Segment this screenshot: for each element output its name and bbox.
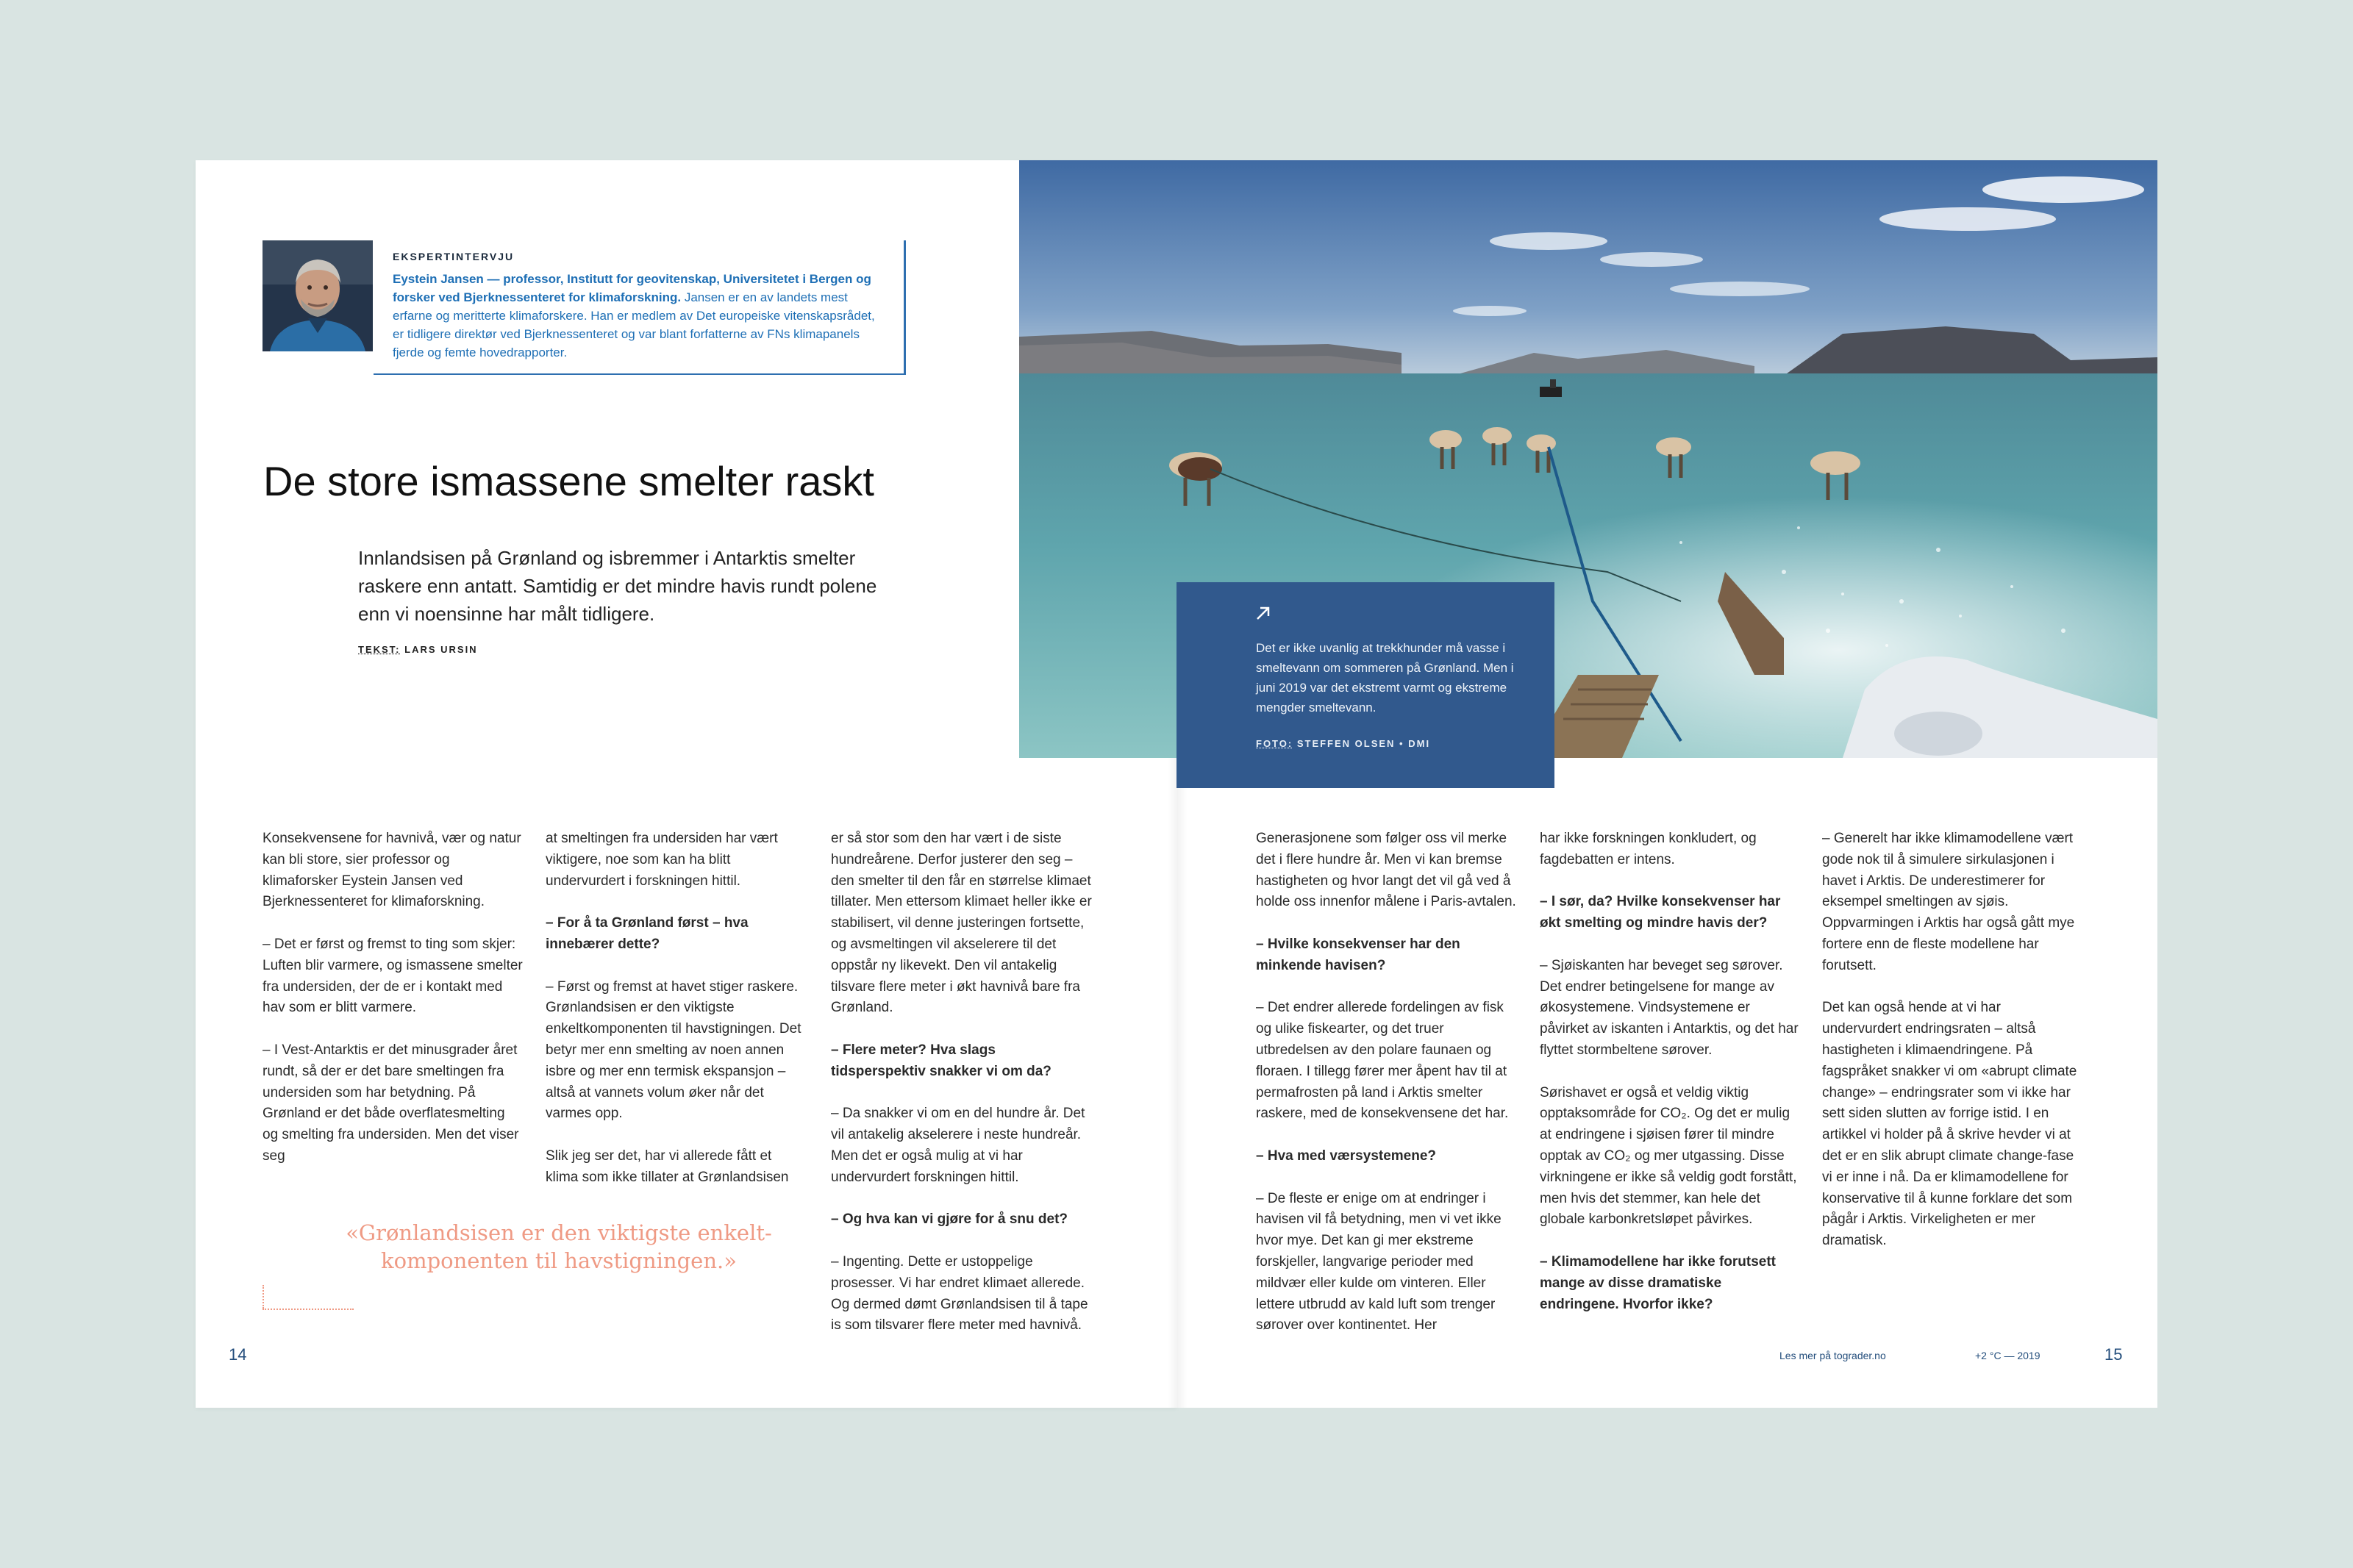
paragraph: Konsekvensene for havnivå, vær og natur kan bli store, sier professor og klimaforsker Eystein Jansen ved Bjerknessenteret for klimaforskning.	[263, 831, 521, 910]
expert-kicker: EKSPERTINTERVJU	[393, 251, 515, 262]
page-number-left: 14	[229, 1345, 247, 1364]
photo-credit	[1256, 738, 1525, 749]
body-column-3	[831, 828, 1092, 1336]
interview-question: – Flere meter? Hva slags tidsperspektiv snakker vi om da?	[831, 1042, 1051, 1079]
photo-caption-text: Det er ikke uvanlig at trekkhunder må vasse i smeltevann om sommeren på Grønland. Men i juni 2019 var det ekstremt varmt og ekstreme mengder smeltevann.	[1256, 641, 1514, 715]
article-title: De store ismassene smelter raskt	[263, 458, 874, 504]
paragraph: – Ingenting. Dette er ustoppelige prosesser. Vi har endret klimaet allerede. Og dermed dømt Grønlandsisen til å tape is som tilsvarer flere meter med havnivå.	[831, 1253, 1088, 1333]
pull-quote-rule-horizontal	[263, 1309, 354, 1310]
arrow-up-right-icon	[1254, 604, 1272, 622]
photo-caption-box	[1176, 582, 1554, 788]
interview-question: – Hva med værsystemene?	[1256, 1148, 1437, 1164]
expert-bio	[393, 270, 886, 362]
paragraph: – Sjøiskanten har beveget seg sørover. Det endrer betingelsene for mange av økosystemene. Vindsystemene er påvirket av iskanten i Antarktis, og det har flyttet stormbeltene sørover.	[1540, 957, 1799, 1058]
paragraph: – Generelt har ikke klimamodellene vært gode nok til å simulere sirkulasjonen i havet i Arktis. De underestimerer for eksempel smeltingen av sjøis. Oppvarmingen i Arktis har også gått mye fortere enn de fleste modellene har forutsett.	[1822, 831, 2075, 973]
body-column-5	[1540, 828, 1801, 1315]
pull-quote-line-2: komponenten til havstigningen.»	[381, 1248, 737, 1273]
paragraph: er så stor som den har vært i de siste hundreårene. Derfor justerer den seg – den smelter til den får en størrelse klimaet tillater. Men ettersom klimaet heller ikke er stabilisert, vil denne justeringen fortsette, og avsmeltingen vil akselerere til det oppstår ny likevekt. Den vil antakelig tilsvare flere meter i økt havnivå bare fra Grønland.	[831, 831, 1092, 1016]
photo-credit-label: FOTO:	[1256, 738, 1293, 749]
paragraph: – Det er først og fremst to ting som skjer: Luften blir varmere, og ismassene smelter fra undersiden, der de er i kontakt med hav som er blitt varmere.	[263, 936, 523, 1016]
paragraph: – De fleste er enige om at endringer i havisen vil få betydning, men vi vet ikke hvor mye. Det kan gi mer ekstreme forskjeller, langvarige perioder med mildvær eller kulde om vinteren. Eller lettere utbrudd av kald luft som trenger sørover over kontinentet. Her	[1256, 1190, 1502, 1333]
expert-info-box	[374, 240, 906, 375]
photo-credit-name: STEFFEN OLSEN • DMI	[1296, 738, 1431, 749]
pull-quote	[338, 1219, 779, 1275]
paragraph: – I Vest-Antarktis er det minusgrader året rundt, så der er det bare smeltingen fra undersiden som har betydning. På Grønland er det både overflatesmelting og smelting fra undersiden. Men det viser seg	[263, 1042, 519, 1164]
interview-question: – For å ta Grønland først – hva innebærer dette?	[546, 915, 749, 952]
footer-link[interactable]: Les mer på tograder.no	[1779, 1350, 1886, 1361]
paragraph: Slik jeg ser det, har vi allerede fått et klima som ikke tillater at Grønlandsisen	[546, 1148, 789, 1185]
article-ingress: Innlandsisen på Grønland og isbremmer i Antarktis smelter raskere enn antatt. Samtidig er det mindre havis rundt polene enn vi noensinne har målt tidligere.	[358, 547, 877, 625]
expert-bio-text: Jansen er en av landets mest erfarne og meritterte klimaforskere. Han er medlem av Det europeiske vitenskapsrådet, er tidligere direktør ved Bjerknessenteret og var blant forfatterne av FNs klimapanels fjerde og femte hovedrapporter.	[393, 290, 875, 359]
interview-question: – I sør, da? Hvilke konsekvenser har økt smelting og mindre havis der?	[1540, 894, 1781, 931]
interview-question: – Og hva kan vi gjøre for å snu det?	[831, 1211, 1068, 1228]
expert-portrait	[263, 240, 373, 351]
footer-issue: +2 °C — 2019	[1975, 1350, 2040, 1361]
byline-author: LARS URSIN	[404, 644, 478, 655]
interview-question: – Klimamodellene har ikke forutsett mange av disse dramatiske endringene. Hvorfor ikke?	[1540, 1253, 1776, 1312]
paragraph: Det kan også hende at vi har undervurdert endringsraten – altså hastigheten i klimaendringene. På fagspråket snakker vi om «abrupt climate change» – endringsrater som vi ikke har sett siden slutten av forrige istid. I en artikkel vi holder på å skrive hevder vi at det er en slik abrupt climate change-fase vi er inne i nå. Da er klimamodellene for konservative til å kunne forklare det som pågår i Arktis. Virkeligheten er mer dramatisk.	[1822, 1000, 2077, 1249]
paragraph: – Da snakker vi om en del hundre år. Det vil antakelig akselerere i neste hundreår. Men det er også mulig at vi har undervurdert forskningen hittil.	[831, 1106, 1085, 1185]
paragraph: – Først og fremst at havet stiger raskere. Grønlandsisen er den viktigste enkeltkomponenten til havstigningen. Det betyr mer enn smelting av noen annen isbre og mer enn termisk ekspansjon – altså at vannets volum øker når det varmes opp.	[546, 978, 801, 1122]
byline-label: TEKST:	[358, 644, 401, 655]
paragraph: – Det endrer allerede fordelingen av fisk og ulike fiskearter, og det truer utbredelsen av den polare faunaen og floraen. I tillegg fører mer åpent hav til at permafrosten på land i Arktis smelter raskere, med de konsekvensene det har.	[1256, 1000, 1509, 1122]
paragraph: Sørishavet er også et veldig viktig opptaksområde for CO₂. Og det er mulig at endringene i sjøisen fører til mindre opptak av CO₂ og mer utgassing. Disse virkningene er ikke så veldig godt forstått, men hvis det stemmer, kan hele det globale karbonkretsløpet påvirkes.	[1540, 1084, 1797, 1228]
pull-quote-line-1: «Grønlandsisen er den viktigste enkelt-	[346, 1220, 772, 1245]
pull-quote-rule-vertical	[263, 1285, 265, 1309]
interview-question: – Hvilke konsekvenser har den minkende havisen?	[1256, 936, 1460, 973]
paragraph: at smeltingen fra undersiden har vært viktigere, noe som kan ha blitt undervurdert i forskningen hittil.	[546, 831, 778, 889]
expert-name-title: Eystein Jansen — professor, Institutt for geovitenskap, Universitetet i Bergen og forsker ved Bjerknessenteret for klimaforskning.	[393, 272, 871, 304]
paragraph: Generasjonene som følger oss vil merke det i flere hundre år. Men vi kan bremse hastigheten og hvor langt det vil gå ved å holde oss innenfor målene i Paris-avtalen.	[1256, 831, 1516, 910]
body-column-2	[546, 828, 807, 1189]
body-column-4	[1256, 828, 1517, 1336]
article-byline	[358, 644, 478, 655]
body-column-6	[1822, 828, 2083, 1252]
body-column-1	[263, 828, 524, 1167]
page-number-right: 15	[2104, 1345, 2123, 1364]
paragraph: har ikke forskningen konkludert, og fagdebatten er intens.	[1540, 831, 1757, 867]
